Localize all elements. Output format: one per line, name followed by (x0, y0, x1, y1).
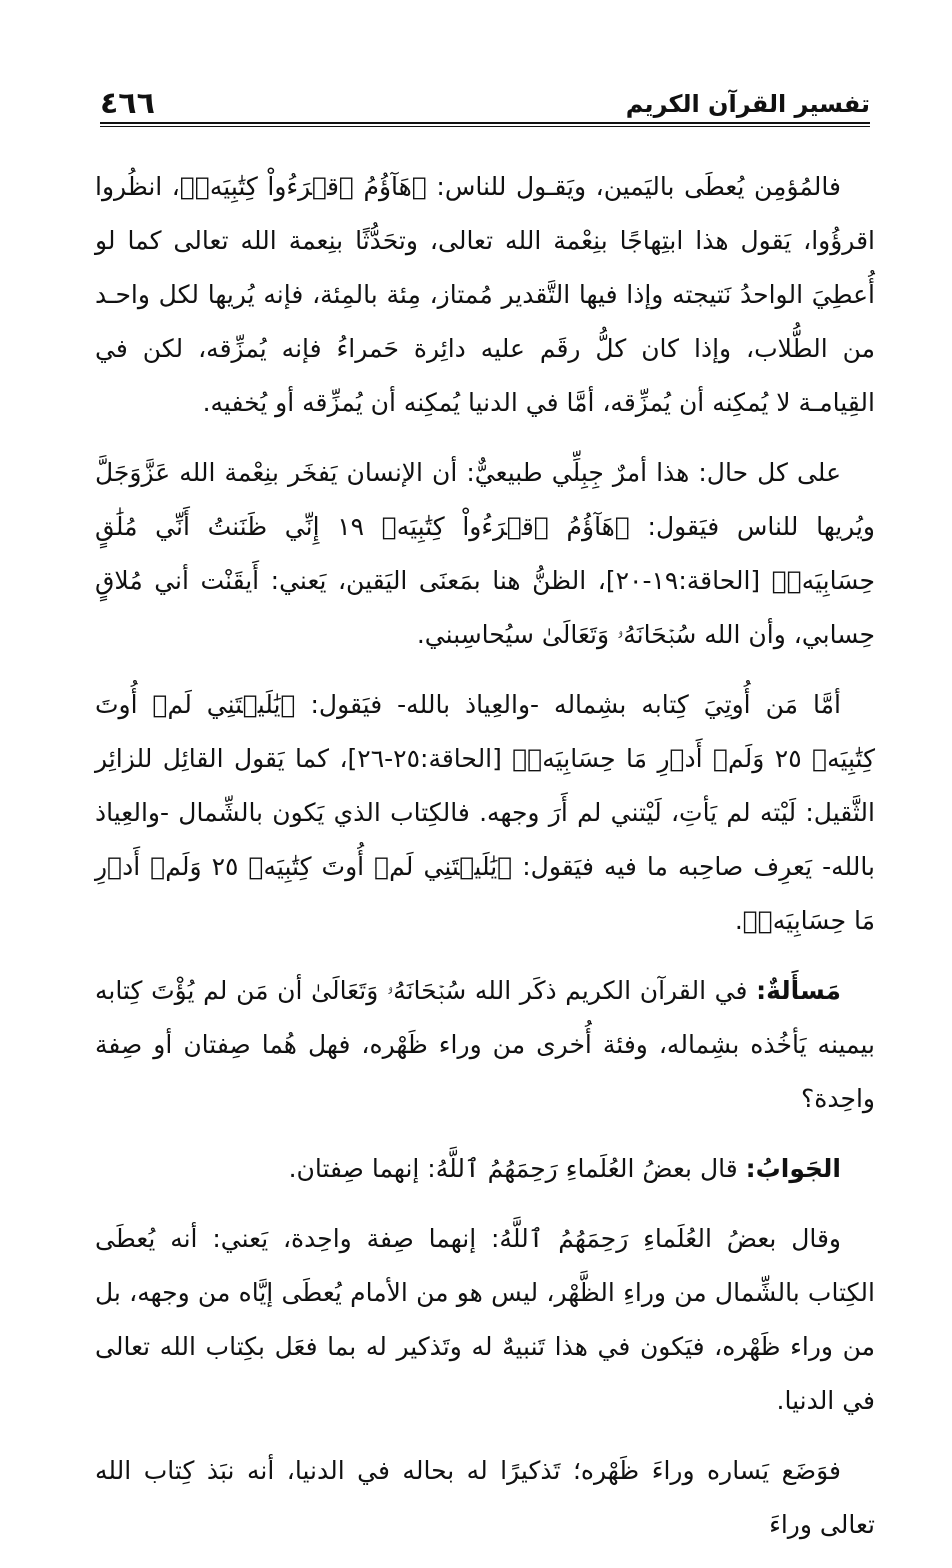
paragraph (95, 446, 875, 662)
page-number: ٤٦٦ (100, 86, 155, 121)
running-title: تفسير القرآن الكريم (625, 90, 870, 118)
paragraph (95, 1444, 875, 1552)
paragraph (95, 1212, 875, 1428)
question-paragraph (95, 964, 875, 1126)
header-rule-thin (100, 126, 870, 127)
paragraph-text: وقال بعضُ العُلَماءِ رَحِمَهُمُ ٱللَّهُ: إنهما صِفة واحِدة، يَعني: أنه يُعطَى الكِتاب بالشِّمال من وراءِ الظَّهْر، ليس هو من الأمام يُعطَى إيَّاه من وجهه، بل من وراء ظَهْره، فيَكون في هذا تَنبيهٌ له وتَذكير له بما فعَل بكِتاب الله تعالى في الدنيا. (95, 1224, 875, 1415)
question-label: مَسأَلةٌ: (756, 976, 841, 1005)
paragraph-text: أمَّا مَن أُوتِيَ كِتابه بشِماله -والعِياذ بالله- فيَقول: ﴿يَٰلَيۡتَنِي لَمۡ أُوتَ كِتَٰبِيَهۡ ٢٥ وَلَمۡ أَدۡرِ مَا حِسَابِيَهۡ﴾ [الحاقة:٢٥-٢٦]، كما يَقول القائِل للزائِر الثَّقيل: لَيْته لم يَأتِ، لَيْتني لم أَرَ وجهه. فالكِتاب الذي يَكون بالشِّمال -والعِياذ بالله- يَعرِف صاحِبه ما فيه فيَقول: ﴿يَٰلَيۡتَنِي لَمۡ أُوتَ كِتَٰبِيَهۡ ٢٥ وَلَمۡ أَدۡرِ مَا حِسَابِيَهۡ﴾. (95, 690, 876, 935)
body-text (95, 160, 875, 1568)
paragraph-text: فوَضَع يَساره وراءَ ظَهْره؛ تَذكيرًا له بحاله في الدنيا، أنه نبَذ كِتاب الله تعالى وراءَ (95, 1456, 875, 1539)
paragraph-text: على كل حال: هذا أمرٌ جِبِلِّي طبيعيٌّ: أن الإنسان يَفخَر بنِعْمة الله عَزَّوَجَلَّ ويُريها للناس فيَقول: ﴿هَآؤُمُ ٱقۡرَءُواْ كِتَٰبِيَهۡ ١٩ إِنِّي ظَنَنتُ أَنِّي مُلَٰقٍ حِسَابِيَهۡ﴾ [الحاقة:١٩-٢٠]، الظنُّ هنا بمَعنَى اليَقين، يَعني: أَيقَنْت أني مُلاقٍ حِسابي، وأن الله سُبۡحَانَهُۥ وَتَعَالَىٰ سيُحاسِبني. (95, 458, 876, 649)
page-header (100, 80, 870, 128)
paragraph-text: فالمُؤمِن يُعطَى باليَمين، ويَقـول للناس: ﴿هَآؤُمُ ٱقۡرَءُواْ كِتَٰبِيَهۡ﴾، انظُروا اقرؤُوا، يَقول هذا ابتِهاجًا بنِعْمة الله تعالى، وتحَدُّثًا بنِعمة الله تعالى كما لو أُعطِيَ الواحدُ نَتيجته وإذا فيها التَّقدير مُمتاز، مِئة بالمِئة، فإنه يُريها لكل واحـد من الطُّلاب، وإذا كان كلُّ رقَم عليه دائِرة حَمراءُ فإنه يُمزِّقه، لكن في القِيامـة لا يُمكِنه أن يُمزِّقه، أمَّا في الدنيا يُمكِنه أن يُمزِّقه أو يُخفيه. (95, 172, 875, 417)
paragraph (95, 160, 875, 430)
paragraph-text: في القرآن الكريم ذكَر الله سُبۡحَانَهُۥ وَتَعَالَىٰ أن مَن لم يُؤْتَ كِتابه بيمينه يَأخُذه بشِماله، وفئة أُخرى من وراء ظَهْره، فهل هُما صِفتان أو صِفة واحِدة؟ (95, 976, 875, 1113)
answer-paragraph (95, 1142, 875, 1196)
paragraph-text: قال بعضُ العُلَماءِ رَحِمَهُمُ ٱللَّهُ: إنهما صِفتان. (288, 1154, 746, 1183)
answer-label: الجَوابُ: (745, 1154, 841, 1183)
paragraph (95, 678, 875, 948)
header-rule (100, 122, 870, 124)
